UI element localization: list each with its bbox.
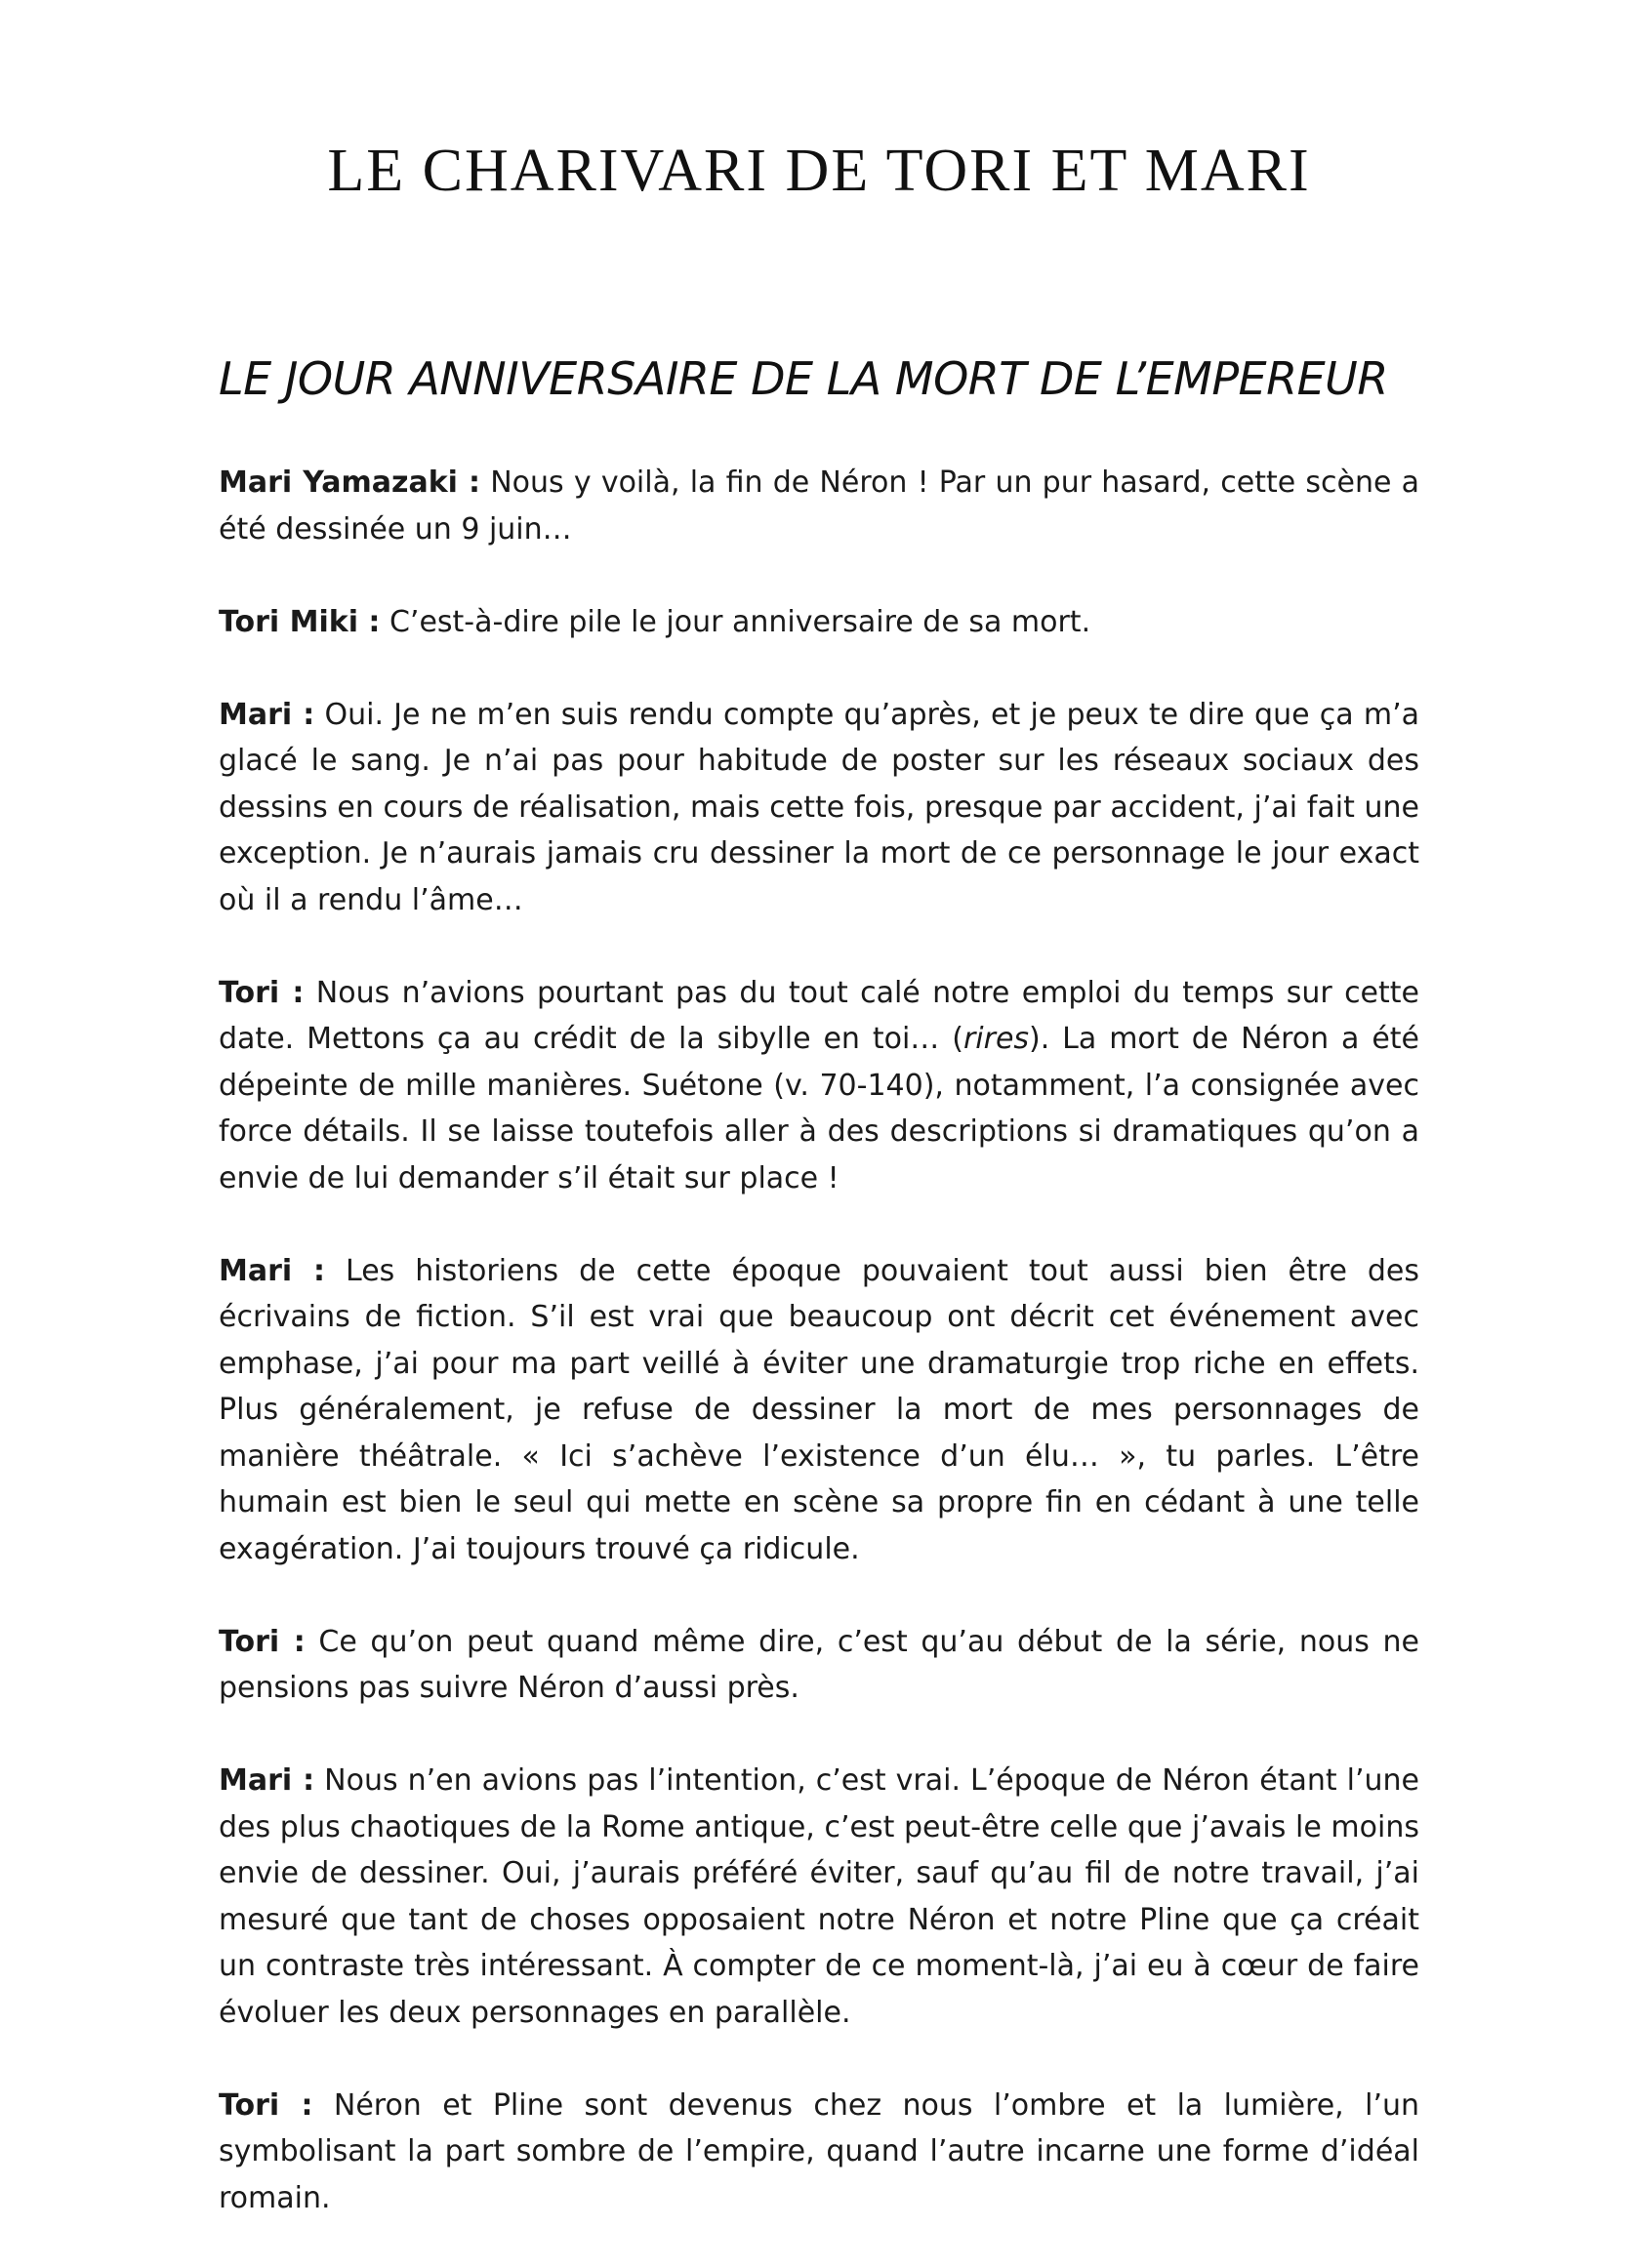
paragraph-italic-text: rires	[962, 1022, 1030, 1056]
paragraph	[219, 692, 1419, 924]
speaker-label: Tori Miki :	[219, 604, 381, 639]
paragraph	[219, 2083, 1419, 2222]
paragraph-text: ). La mort de Néron a été dépeinte de mille manières. Suétone (v. 70-140), notamment, l’a consignée avec force détails. Il se laisse toutefois aller à des descriptions si dramatiques qu’on a envie de lui demander s’il était sur place !	[219, 1022, 1420, 1195]
paragraph-text: Ce qu’on peut quand même dire, c’est qu’au début de la série, nous ne pensions pas suivre Néron d’aussi près.	[219, 1624, 1420, 1705]
paragraph	[219, 599, 1419, 646]
speaker-label: Mari Yamazaki :	[219, 466, 481, 500]
speaker-label: Tori :	[219, 2087, 313, 2123]
paragraph-text: Nous n’avions pourtant pas du tout calé notre emploi du temps sur cette date. Mettons ça au crédit de la sibylle en toi… (	[219, 975, 1419, 1056]
paragraph-text: Les historiens de cette époque pouvaient tout aussi bien être des écrivains de fiction. S’il est vrai que beaucoup ont décrit cet événement avec emphase, j’ai pour ma part veillé à éviter une dramaturgie trop riche en effets. Plus généralement, je refuse de dessiner la mort de mes personnages de manière théâtrale. « Ici s’achève l’existence d’un élu… », tu parles. L’être humain est bien le seul qui mette en scène sa propre fin en cédant à une telle exagération. J’ai toujours trouvé ça ridicule.	[219, 1253, 1420, 1566]
speaker-label: Mari :	[219, 1763, 315, 1798]
speaker-label: Mari :	[219, 697, 315, 732]
speaker-label: Tori :	[219, 975, 305, 1010]
section-title: LE JOUR ANNIVERSAIRE DE LA MORT DE L’EMPEREUR	[219, 352, 1388, 405]
main-title: LE CHARIVARI DE TORI ET MARI	[327, 138, 1311, 204]
paragraph-text: C’est-à-dire pile le jour anniversaire de sa mort.	[380, 604, 1091, 639]
paragraph-text: Oui. Je ne m’en suis rendu compte qu’après, et je peux te dire que ça m’a glacé le sang. Je n’ai pas pour habitude de poster sur les réseaux sociaux des dessins en cours de réalisation, mais cette fois, presque par accident, j’ai fait une exception. Je n’aurais jamais cru dessiner la mort de ce personnage le jour exact où il a rendu l’âme…	[219, 697, 1419, 917]
paragraph	[219, 1758, 1419, 2036]
speaker-label: Mari :	[219, 1253, 326, 1288]
dialogue	[219, 460, 1419, 2221]
paragraph-text: Nous n’en avions pas l’intention, c’est vrai. L’époque de Néron étant l’une des plus chaotiques de la Rome antique, c’est peut-être celle que j’avais le moins envie de dessiner. Oui, j’aurais préféré éviter, sauf qu’au fil de notre travail, j’ai mesuré que tant de choses opposaient notre Néron et notre Pline que ça créait un contraste très intéressant. À compter de ce moment-là, j’ai eu à cœur de faire évoluer les deux personnages en parallèle.	[219, 1763, 1419, 2030]
paragraph-text: Nous y voilà, la fin de Néron ! Par un pur hasard, cette scène a été dessinée un 9 juin…	[219, 466, 1420, 547]
speaker-label: Tori :	[219, 1624, 306, 1659]
paragraph	[219, 460, 1419, 552]
paragraph	[219, 1248, 1419, 1573]
paragraph-text: Néron et Pline sont devenus chez nous l’ombre et la lumière, l’un symbolisant la part sombre de l’empire, quand l’autre incarne une forme d’idéal romain.	[219, 2087, 1420, 2215]
document-page	[219, 117, 1419, 2268]
paragraph	[219, 1619, 1419, 1712]
paragraph	[219, 970, 1419, 1202]
